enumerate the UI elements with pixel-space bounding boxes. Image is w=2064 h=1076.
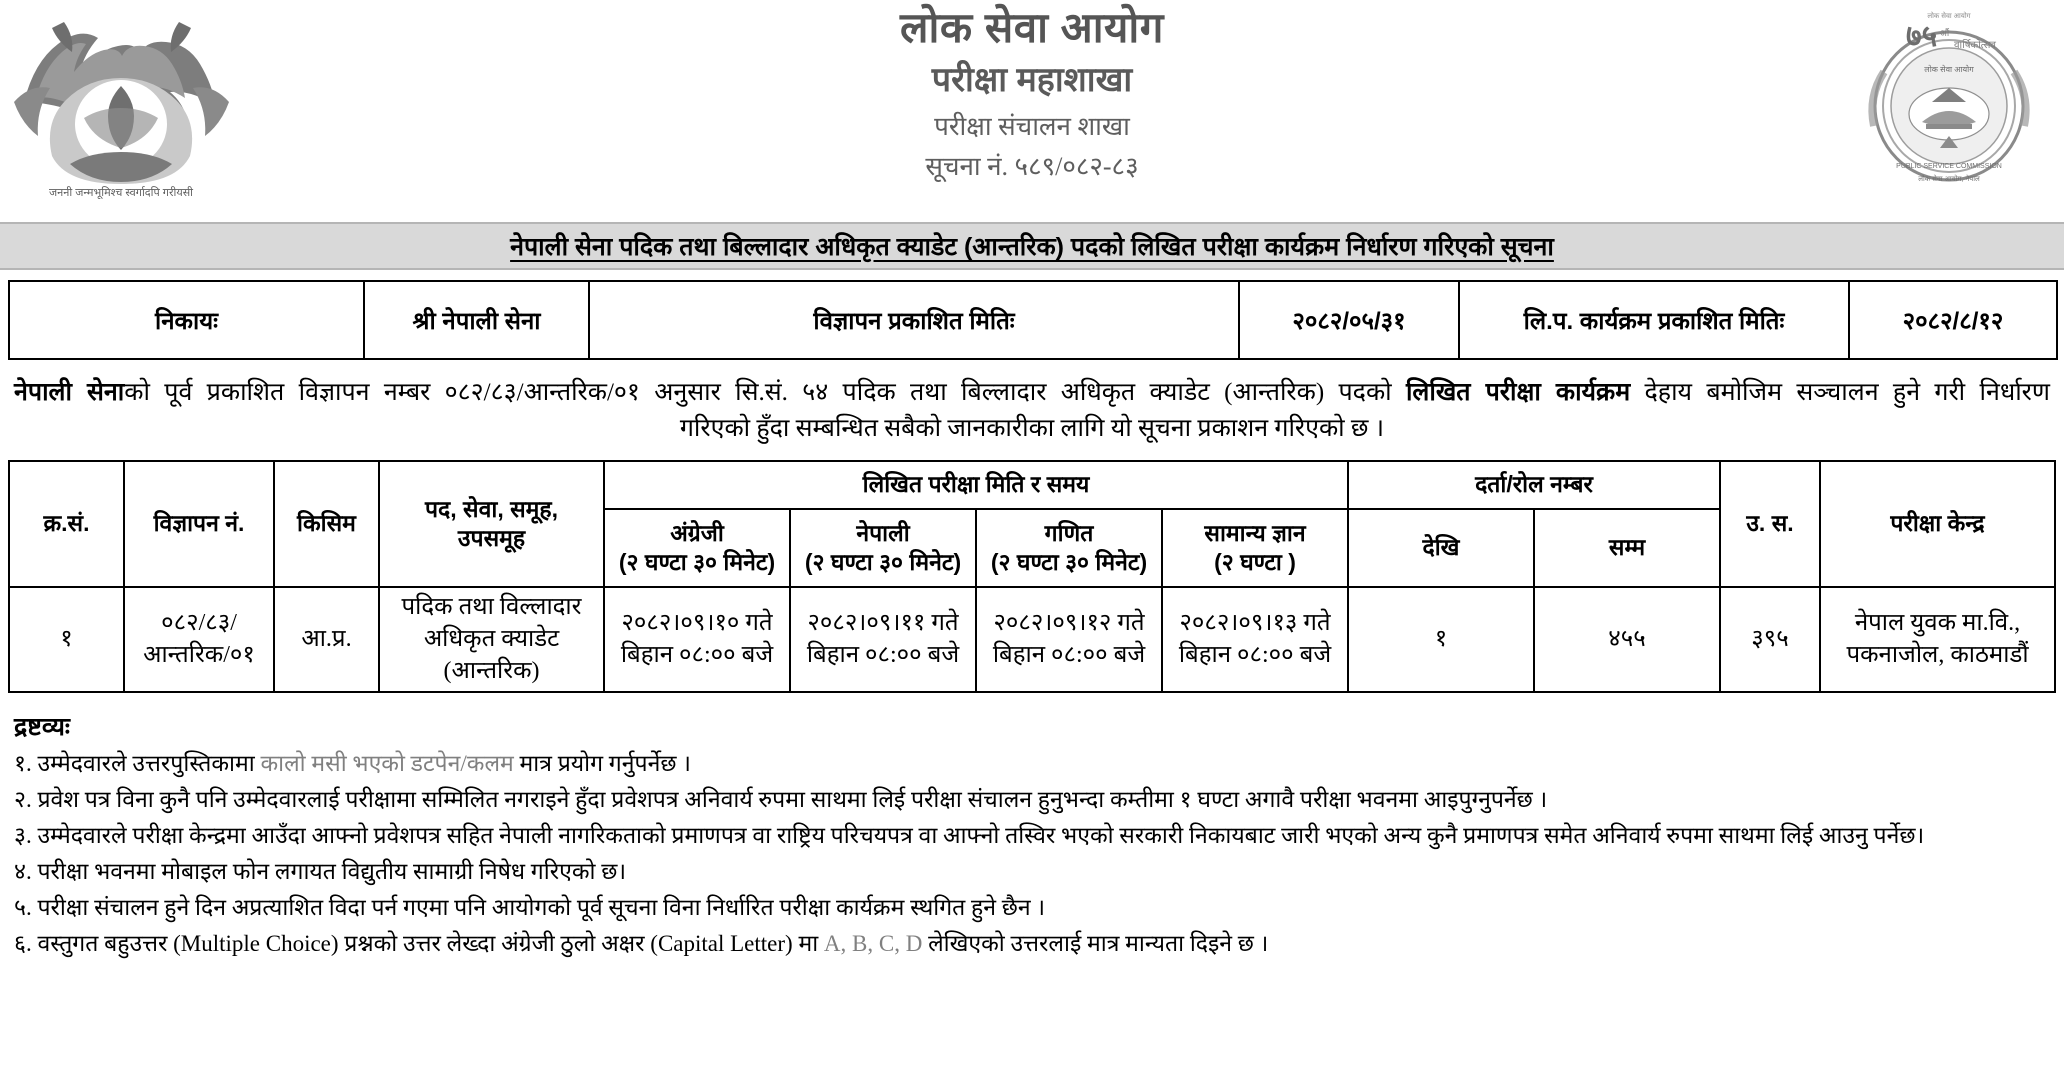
table-row: [9, 587, 2055, 692]
svg-text:वार्षिकोत्सव: वार्षिकोत्सव: [1954, 40, 1996, 51]
exam-date: २०८२।०९।११ गते: [807, 609, 959, 636]
page-header: [0, 0, 2064, 222]
notes-title: द्रष्टव्यः: [14, 712, 70, 741]
header-post-service-group: [379, 461, 604, 587]
note-item: [14, 860, 2050, 883]
header-roll-number-span: दर्ता/रोल नम्बर: [1348, 461, 1720, 509]
notice-number: सूचना नं. ५८९/०८२-८३: [925, 152, 1139, 182]
cell-exam-center: [1820, 587, 2055, 692]
cell-us: ३९५: [1720, 587, 1820, 692]
table-row: [9, 281, 2057, 359]
note-text-pre: १. उम्मेदवारले उत्तरपुस्तिकामा: [14, 750, 261, 776]
notice-paragraph: [14, 374, 2050, 448]
cell-exam-math: [976, 587, 1162, 692]
header-ad-no: विज्ञापन नं.: [124, 461, 274, 587]
agency-value: श्री नेपाली सेना: [364, 281, 589, 359]
svg-text:औं: औं: [1940, 28, 1950, 38]
header-roll-to: सम्म: [1534, 509, 1720, 587]
ad-published-label: विज्ञापन प्रकाशित मितिः: [589, 281, 1239, 359]
paragraph-bold-agency: नेपाली सेना: [14, 378, 125, 406]
cell-roll-from: १: [1348, 587, 1534, 692]
subject-name: अंग्रेजी: [670, 519, 724, 546]
cell-exam-nepali: [790, 587, 976, 692]
note-text-post: मात्र प्रयोग गर्नुपर्नेछ ।: [513, 750, 691, 776]
paragraph-line-2: गरिएको हुँदा सम्बन्धित सबैको जानकारीका लागि यो सूचना प्रकाशन गरिएको छ ।: [679, 415, 1385, 443]
agency-label: निकायः: [9, 281, 364, 359]
header-subject-general-knowledge: [1162, 509, 1348, 587]
notes-section: [0, 693, 2064, 955]
cell-kisim: आ.प्र.: [274, 587, 379, 692]
note-text-highlight: कालो मसी भएको डटपेन/कलम: [260, 750, 514, 776]
cell-exam-english: [604, 587, 790, 692]
branch-name: परीक्षा संचालन शाखा: [934, 111, 1130, 141]
header-titles: [582, 4, 1482, 182]
exam-time: बिहान ०८:०० बजे: [992, 642, 1146, 669]
ad-no-line-1: ०८२/८३/: [161, 609, 237, 636]
subject-duration: (२ घण्टा ३० मिनेट): [990, 548, 1148, 575]
note-text-highlight: A, B, C, D: [823, 930, 923, 956]
note-item: [14, 932, 2050, 955]
psc-75th-anniversary-logo: [1854, 6, 2044, 201]
info-table-wrapper: [0, 270, 2064, 360]
header-roll-from: देखि: [1348, 509, 1534, 587]
subject-duration: (२ घण्टा ३० मिनेट): [618, 548, 776, 575]
cell-ad-no: [124, 587, 274, 692]
note-text-pre: २. प्रवेश पत्र विना कुनै पनि उम्मेदवारलाई परीक्षामा सम्मिलित नगराइने हुँदा प्रवेशपत्र अनिवार्य रुपमा साथमा लिई परीक्षा संचालन हुनुभन्दा कम्तीमा १ घण्टा अगावै परीक्षा भवनमा आइपुग्नुपर्नेछ ।: [14, 786, 1548, 812]
header-subject-nepali: [790, 509, 976, 587]
header-exam-center: परीक्षा केन्द्र: [1820, 461, 2055, 587]
ad-published-date: २०८२/०५/३१: [1239, 281, 1459, 359]
paragraph-text-2: देहाय बमोजिम सञ्चालन हुने गरी निर्धारण: [1630, 379, 2050, 406]
exam-time: बिहान ०८:०० बजे: [620, 642, 774, 669]
header-subject-english: [604, 509, 790, 587]
paragraph-text-1: को पूर्व प्रकाशित विज्ञापन नम्बर ०८२/८३/आन्तरिक/०१ अनुसार सि.सं. ५४ पदिक तथा बिल्लादार अधिकृत क्याडेट (आन्तरिक) पदको: [124, 379, 1406, 406]
center-line-1: नेपाल युवक मा.वि.,: [1854, 609, 2021, 636]
department-name: परीक्षा महाशाखा: [931, 61, 1133, 100]
agency-info-table: [8, 280, 2058, 360]
paragraph-line-1: [14, 374, 2050, 411]
post-line-2: अधिकृत क्याडेट (आन्तरिक): [423, 625, 560, 685]
cell-exam-general-knowledge: [1162, 587, 1348, 692]
subject-name: गणित: [1044, 519, 1094, 546]
exam-date: २०८२।०९।१३ गते: [1179, 609, 1331, 636]
svg-text:लोक सेवा आयोग: लोक सेवा आयोग: [1927, 13, 1971, 20]
subject-duration: (२ घण्टा ): [1214, 548, 1296, 575]
organization-name: लोक सेवा आयोग: [900, 4, 1164, 51]
nepal-government-emblem: [14, 6, 229, 206]
svg-text:लोक सेवा आयोग: लोक सेवा आयोग: [1924, 65, 1974, 74]
header-us: उ. स.: [1720, 461, 1820, 587]
note-text-pre: ६. वस्तुगत बहुउत्तर (Multiple Choice) प्रश्नको उत्तर लेख्दा अंग्रेजी ठुलो अक्षर (Capital Letter) मा: [14, 930, 824, 956]
subject-name: नेपाली: [856, 519, 910, 546]
cell-roll-to: ४५५: [1534, 587, 1720, 692]
notice-title-banner: [0, 222, 2064, 270]
ad-no-line-2: आन्तरिक/०१: [143, 642, 255, 669]
table-header-row-1: [9, 461, 2055, 509]
header-serial-no: क्र.सं.: [9, 461, 124, 587]
svg-text:७५: ७५: [1906, 20, 1938, 53]
paragraph-bold-exam: लिखित परीक्षा कार्यक्रम: [1405, 378, 1631, 406]
note-item: [14, 824, 2050, 847]
center-line-2: पकनाजोल, काठमाडौं: [1846, 642, 2029, 669]
exam-schedule-table-wrapper: [0, 448, 2064, 693]
header-exam-date-time-span: लिखित परीक्षा मिति र समय: [604, 461, 1348, 509]
subject-name: सामान्य ज्ञान: [1204, 519, 1306, 546]
note-text-post: लेखिएको उत्तरलाई मात्र मान्यता दिइने छ ।: [922, 930, 1269, 956]
exam-date: २०८२।०९।१२ गते: [993, 609, 1145, 636]
exam-time: बिहान ०८:०० बजे: [1178, 642, 1332, 669]
header-post-line-1: पद, सेवा, समूह,: [424, 495, 559, 522]
cell-serial-no: १: [9, 587, 124, 692]
header-kisim: किसिम: [274, 461, 379, 587]
svg-text:लोक सेवा आयोग, नेपाल: लोक सेवा आयोग, नेपाल: [1918, 176, 1980, 183]
note-item: [14, 788, 2050, 811]
exam-time: बिहान ०८:०० बजे: [806, 642, 960, 669]
notice-title: नेपाली सेना पदिक तथा बिल्लादार अधिकृत क्याडेट (आन्तरिक) पदको लिखित परीक्षा कार्यक्रम निर्धारण गरिएको सूचना: [510, 233, 1554, 261]
cell-post-service-group: [379, 587, 604, 692]
note-item: [14, 752, 2050, 775]
note-text-pre: ४. परीक्षा भवनमा मोबाइल फोन लगायत विद्युतीय सामाग्री निषेध गरिएको छ।: [14, 858, 627, 884]
header-post-line-2: उपसमूह: [457, 524, 526, 551]
note-text-pre: ५. परीक्षा संचालन हुने दिन अप्रत्याशित विदा पर्न गएमा पनि आयोगको पूर्व सूचना विना निर्धारित परीक्षा कार्यक्रम स्थगित हुने छैन ।: [14, 894, 1046, 920]
svg-text:जननी जन्मभूमिश्च स्वर्गादपि गर: जननी जन्मभूमिश्च स्वर्गादपि गरीयसी: [48, 187, 194, 199]
post-line-1: पदिक तथा विल्लादार: [401, 593, 582, 620]
exam-schedule-table: [8, 460, 2056, 693]
svg-text:PUBLIC SERVICE COMMISSION: PUBLIC SERVICE COMMISSION: [1896, 163, 2002, 170]
program-published-date: २०८२/८/१२: [1849, 281, 2057, 359]
subject-duration: (२ घण्टा ३० मिनेट): [804, 548, 962, 575]
note-text-pre: ३. उम्मेदवारले परीक्षा केन्द्रमा आउँदा आफ्नो प्रवेशपत्र सहित नेपाली नागरिकताको प्रमाणपत्र वा राष्ट्रिय परिचयपत्र वा आफ्नो तस्विर भएको सरकारी निकायबाट जारी भएको अन्य कुनै प्रमाणपत्र समेत अनिवार्य रुपमा साथमा लिई आउनु पर्नेछ।: [14, 822, 1925, 848]
program-published-label: लि.प. कार्यक्रम प्रकाशित मितिः: [1459, 281, 1849, 359]
exam-date: २०८२।०९।१० गते: [621, 609, 773, 636]
header-subject-math: [976, 509, 1162, 587]
note-item: [14, 896, 2050, 919]
